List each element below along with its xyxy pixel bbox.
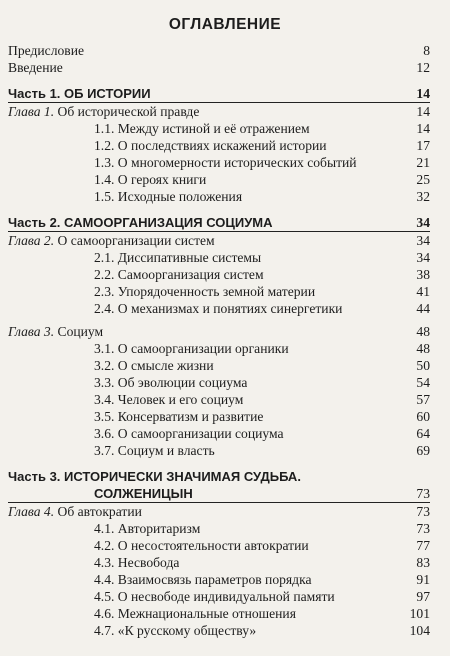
entry-label: 4.4. Взаимосвязь параметров порядка bbox=[94, 572, 312, 587]
entry-page: 32 bbox=[416, 189, 430, 204]
entry-label: 1.1. Между истиной и её отражением bbox=[94, 121, 310, 136]
entry-page: 57 bbox=[416, 392, 430, 407]
chapter-prefix: Глава 1. bbox=[8, 104, 55, 119]
entry-page: 14 bbox=[416, 104, 430, 119]
entry-page: 83 bbox=[416, 555, 430, 570]
entry-page: 77 bbox=[416, 538, 430, 553]
entry-page: 104 bbox=[409, 623, 430, 638]
entry-label: 1.2. О последствиях искажений истории bbox=[94, 138, 327, 153]
toc-entry[interactable] bbox=[0, 188, 450, 205]
entry-page: 50 bbox=[416, 358, 430, 373]
entry-label: 2.4. О механизмах и понятиях синергетики bbox=[94, 301, 343, 316]
entry-page: 60 bbox=[416, 409, 430, 424]
entry-page: 54 bbox=[416, 375, 430, 390]
entry-label: 2.2. Самоорганизация систем bbox=[94, 267, 264, 282]
entry-page: 14 bbox=[416, 86, 430, 101]
entry-label: 1.4. О героях книги bbox=[94, 172, 207, 187]
part-title: Часть 1. ОБ ИСТОРИИ bbox=[8, 86, 151, 101]
entry-page: 38 bbox=[416, 267, 430, 282]
toc-entry[interactable] bbox=[0, 249, 450, 266]
entry-page: 48 bbox=[416, 341, 430, 356]
toc-entry[interactable] bbox=[0, 554, 450, 571]
toc-entry[interactable] bbox=[0, 137, 450, 154]
entry-page: 14 bbox=[416, 121, 430, 136]
toc-part-1[interactable] bbox=[0, 85, 450, 102]
entry-page: 12 bbox=[416, 60, 430, 75]
entry-page: 34 bbox=[416, 250, 430, 265]
toc-chapter-3[interactable] bbox=[0, 323, 450, 340]
toc-entry[interactable] bbox=[0, 154, 450, 171]
toc-entry[interactable] bbox=[0, 340, 450, 357]
chapter-label: Об автократии bbox=[57, 504, 142, 519]
toc-entry[interactable] bbox=[0, 605, 450, 622]
toc-entry[interactable] bbox=[0, 537, 450, 554]
entry-label: 4.3. Несвобода bbox=[94, 555, 180, 570]
chapter-prefix: Глава 2. bbox=[8, 233, 55, 248]
entry-label: 4.2. О несостоятельности автократии bbox=[94, 538, 309, 553]
entry-label: Предисловие bbox=[8, 43, 85, 58]
entry-label: 1.5. Исходные положения bbox=[94, 189, 243, 204]
part-title-continued: СОЛЖЕНИЦЫН bbox=[94, 486, 193, 501]
entry-page: 73 bbox=[416, 521, 430, 536]
entry-label: 3.3. Об эволюции социума bbox=[94, 375, 248, 390]
toc-entry[interactable] bbox=[0, 266, 450, 283]
toc-entry[interactable] bbox=[0, 520, 450, 537]
entry-page: 69 bbox=[416, 443, 430, 458]
entry-page: 21 bbox=[416, 155, 430, 170]
toc-entry[interactable] bbox=[0, 425, 450, 442]
entry-page: 73 bbox=[416, 504, 430, 519]
toc-entry[interactable] bbox=[0, 283, 450, 300]
chapter-prefix: Глава 4. bbox=[8, 504, 55, 519]
chapter-label: Об исторической правде bbox=[57, 104, 200, 119]
entry-label: 3.1. О самоорганизации органики bbox=[94, 341, 289, 356]
entry-label: 4.7. «К русскому обществу» bbox=[94, 623, 257, 638]
entry-label: Введение bbox=[8, 60, 63, 75]
entry-page: 44 bbox=[416, 301, 430, 316]
entry-page: 17 bbox=[416, 138, 430, 153]
toc-part-3-line2[interactable] bbox=[0, 485, 450, 502]
entry-label: 3.4. Человек и его социум bbox=[94, 392, 244, 407]
entry-page: 97 bbox=[416, 589, 430, 604]
toc-entry-preface[interactable] bbox=[0, 42, 450, 59]
entry-label: 4.6. Межнациональные отношения bbox=[94, 606, 296, 621]
entry-label: 3.7. Социум и власть bbox=[94, 443, 215, 458]
entry-page: 73 bbox=[416, 486, 430, 501]
entry-label: 2.3. Упорядоченность земной материи bbox=[94, 284, 316, 299]
toc-part-3[interactable] bbox=[0, 468, 450, 485]
toc-entry[interactable] bbox=[0, 588, 450, 605]
entry-label: 3.2. О смысле жизни bbox=[94, 358, 214, 373]
chapter-prefix: Глава 3. bbox=[8, 324, 55, 339]
entry-label: 4.1. Авторитаризм bbox=[94, 521, 201, 536]
toc-entry[interactable] bbox=[0, 391, 450, 408]
toc-entry-introduction[interactable] bbox=[0, 59, 450, 76]
toc-title: ОГЛАВЛЕНИЕ bbox=[168, 16, 282, 33]
entry-label: 1.3. О многомерности исторических событий bbox=[94, 155, 357, 170]
toc-entry[interactable] bbox=[0, 357, 450, 374]
entry-page: 91 bbox=[416, 572, 430, 587]
entry-label: 3.5. Консерватизм и развитие bbox=[94, 409, 264, 424]
toc-entry[interactable] bbox=[0, 408, 450, 425]
toc-entry[interactable] bbox=[0, 300, 450, 317]
entry-page: 8 bbox=[423, 43, 430, 58]
toc-entry[interactable] bbox=[0, 374, 450, 391]
toc-list bbox=[0, 42, 450, 639]
part-title: Часть 2. САМООРГАНИЗАЦИЯ СОЦИУМА bbox=[8, 215, 273, 230]
toc-entry[interactable] bbox=[0, 571, 450, 588]
toc-entry[interactable] bbox=[0, 622, 450, 639]
entry-label: 4.5. О несвободе индивидуальной памяти bbox=[94, 589, 335, 604]
part-title: Часть 3. ИСТОРИЧЕСКИ ЗНАЧИМАЯ СУДЬБА. bbox=[8, 469, 301, 484]
chapter-label: Социум bbox=[57, 324, 104, 339]
entry-page: 101 bbox=[409, 606, 430, 621]
toc-chapter-2[interactable] bbox=[0, 232, 450, 249]
entry-page: 25 bbox=[416, 172, 430, 187]
entry-page: 34 bbox=[416, 233, 430, 248]
entry-page: 41 bbox=[416, 284, 430, 299]
entry-label: 3.6. О самоорганизации социума bbox=[94, 426, 284, 441]
entry-page: 64 bbox=[416, 426, 430, 441]
toc-part-2[interactable] bbox=[0, 214, 450, 231]
chapter-label: О самоорганизации систем bbox=[57, 233, 215, 248]
toc-chapter-4[interactable] bbox=[0, 503, 450, 520]
entry-page: 34 bbox=[416, 215, 430, 230]
entry-page: 48 bbox=[416, 324, 430, 339]
entry-label: 2.1. Диссипативные системы bbox=[94, 250, 262, 265]
toc-entry[interactable] bbox=[0, 171, 450, 188]
toc-chapter-1[interactable] bbox=[0, 103, 450, 120]
toc-entry[interactable] bbox=[0, 120, 450, 137]
toc-entry[interactable] bbox=[0, 442, 450, 459]
